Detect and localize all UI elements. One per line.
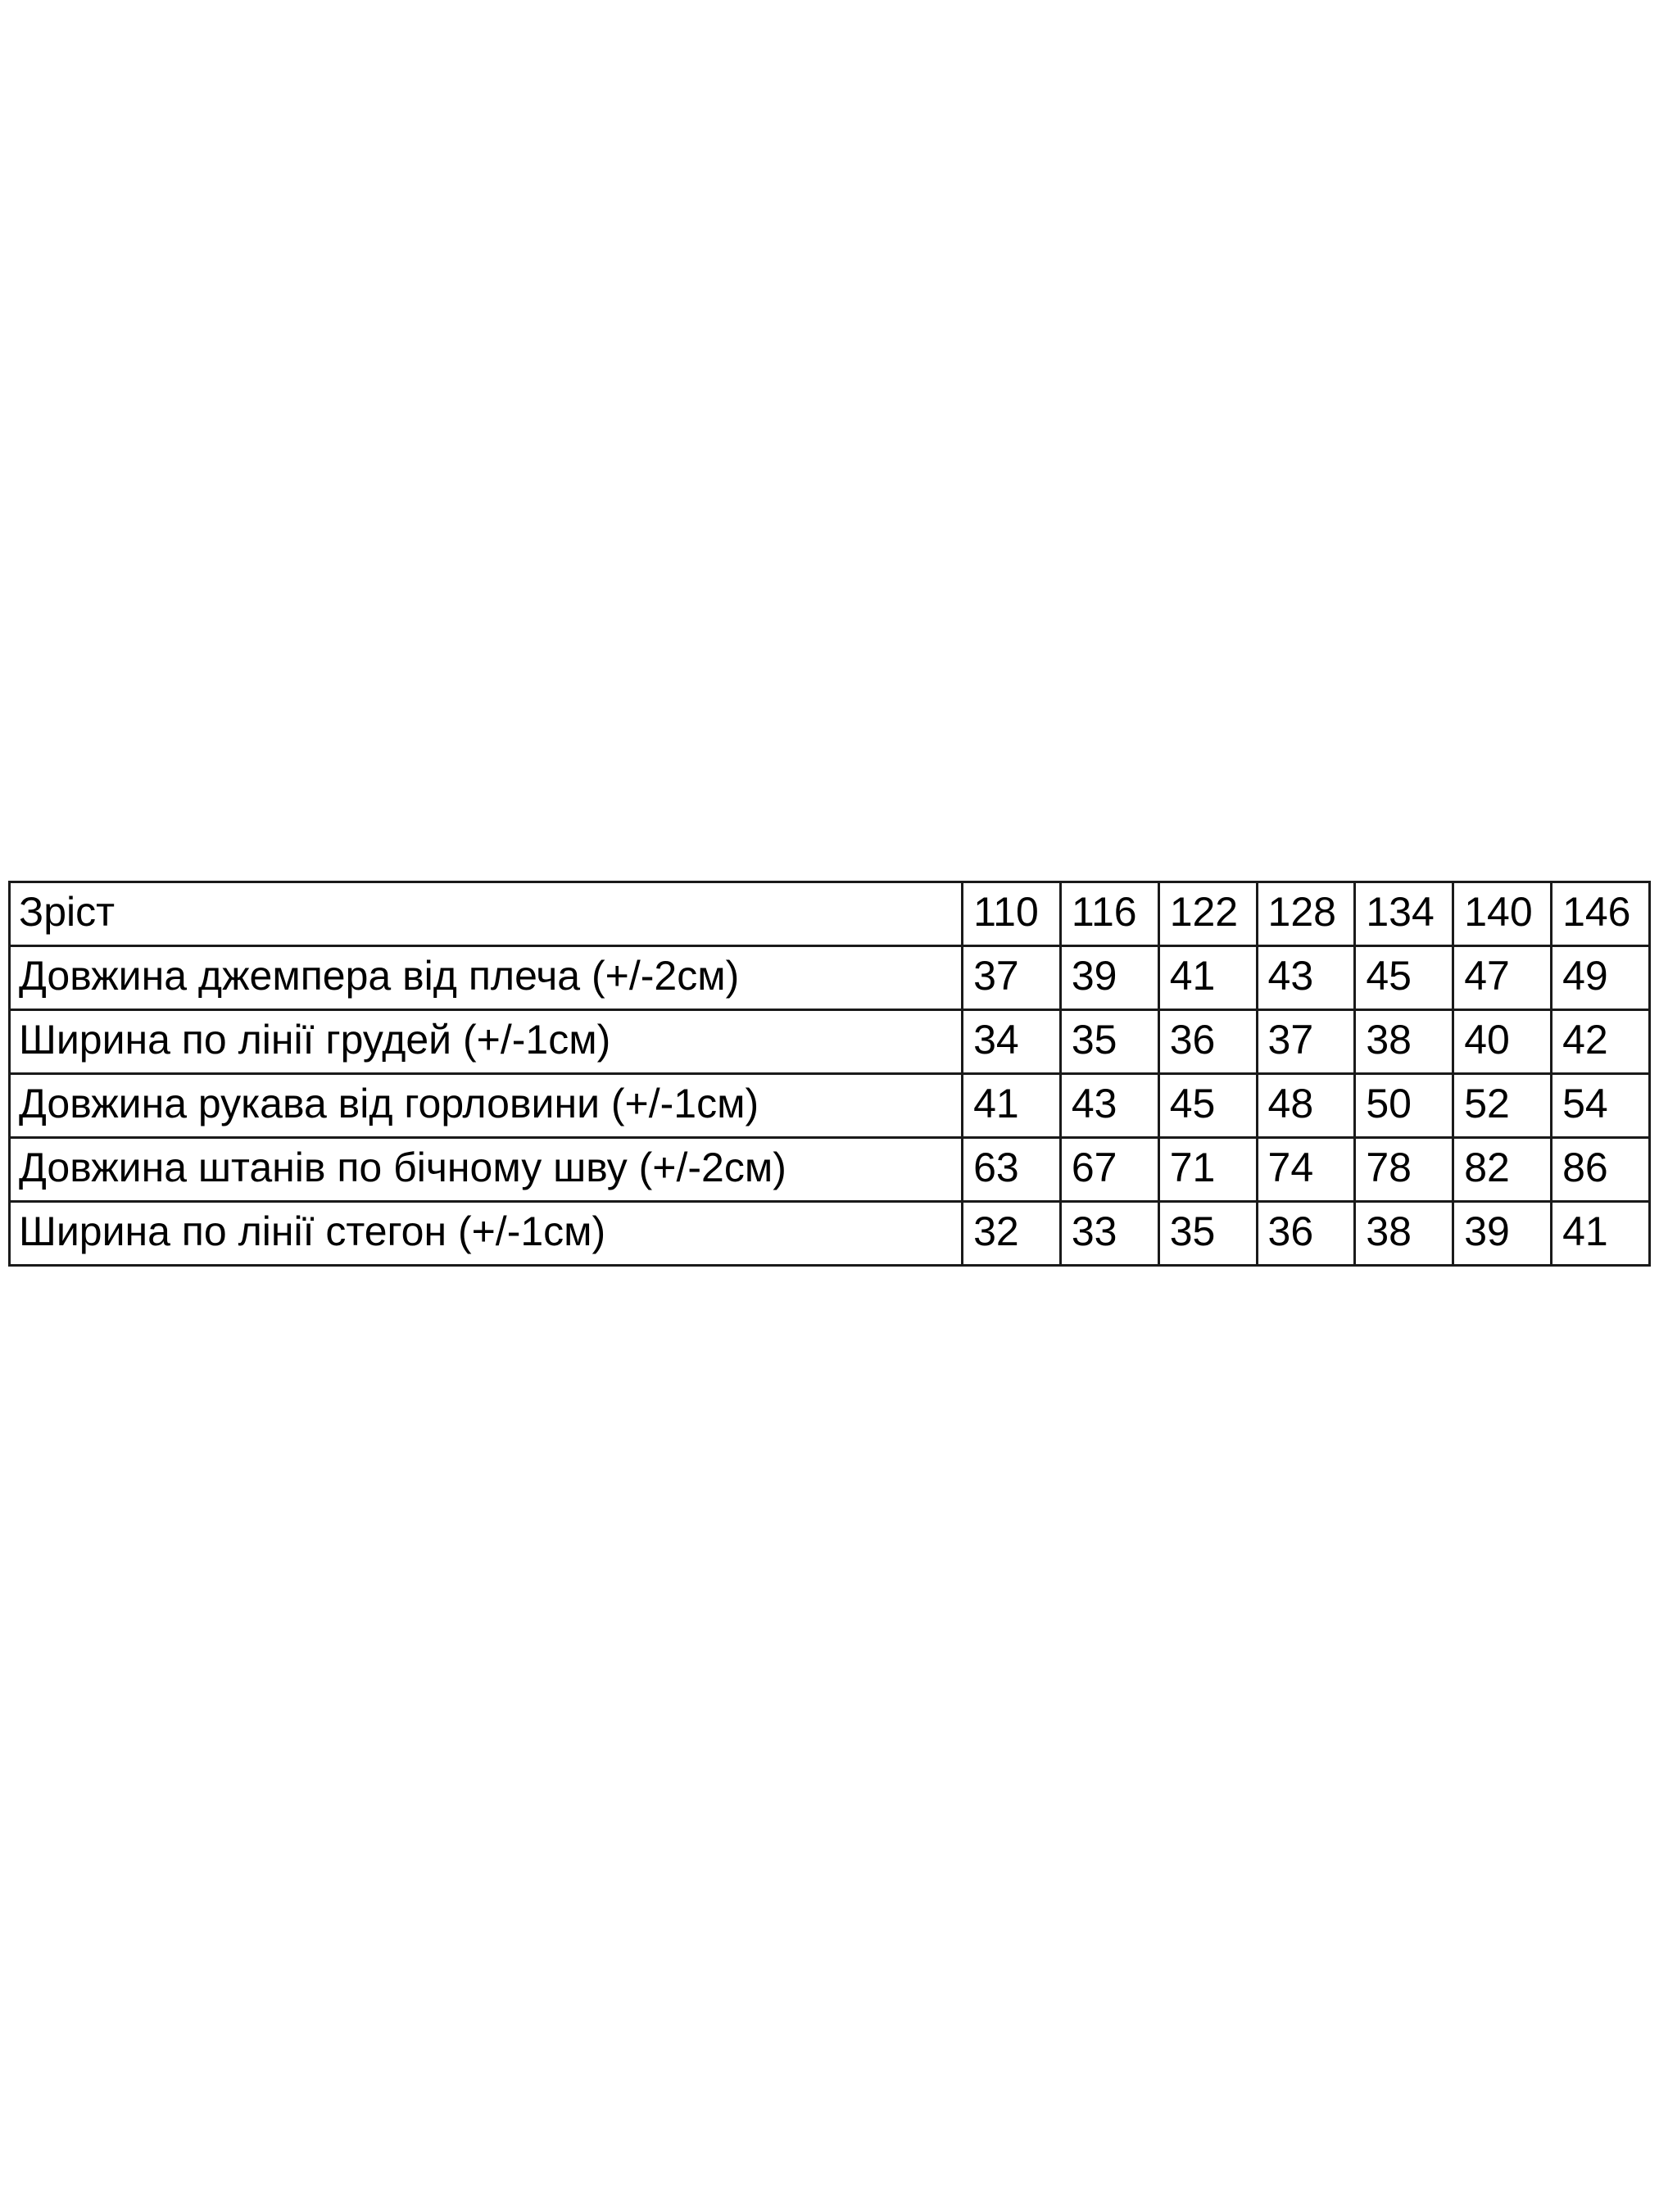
row-value: 63 bbox=[963, 1138, 1061, 1202]
header-size-146: 146 bbox=[1552, 882, 1650, 946]
table-row bbox=[10, 1138, 1650, 1202]
row-label: Довжина джемпера від плеча (+/-2см) bbox=[10, 946, 963, 1010]
size-table bbox=[8, 881, 1651, 1267]
row-value: 37 bbox=[1257, 1010, 1355, 1074]
table-header bbox=[10, 882, 1650, 946]
row-value: 49 bbox=[1552, 946, 1650, 1010]
row-value: 32 bbox=[963, 1202, 1061, 1266]
row-value: 54 bbox=[1552, 1074, 1650, 1138]
row-value: 41 bbox=[1552, 1202, 1650, 1266]
row-value: 43 bbox=[1257, 946, 1355, 1010]
row-label: Довжина рукава від горловини (+/-1см) bbox=[10, 1074, 963, 1138]
row-value: 35 bbox=[1158, 1202, 1257, 1266]
row-value: 37 bbox=[963, 946, 1061, 1010]
header-size-110: 110 bbox=[963, 882, 1061, 946]
row-value: 67 bbox=[1060, 1138, 1158, 1202]
header-label-height: Зріст bbox=[10, 882, 963, 946]
table-body bbox=[10, 946, 1650, 1266]
row-value: 42 bbox=[1552, 1010, 1650, 1074]
row-value: 40 bbox=[1453, 1010, 1552, 1074]
row-value: 50 bbox=[1355, 1074, 1453, 1138]
row-value: 47 bbox=[1453, 946, 1552, 1010]
row-value: 82 bbox=[1453, 1138, 1552, 1202]
header-size-140: 140 bbox=[1453, 882, 1552, 946]
row-value: 33 bbox=[1060, 1202, 1158, 1266]
row-value: 36 bbox=[1158, 1010, 1257, 1074]
table-row bbox=[10, 882, 1650, 946]
row-value: 41 bbox=[963, 1074, 1061, 1138]
row-value: 39 bbox=[1453, 1202, 1552, 1266]
row-value: 38 bbox=[1355, 1202, 1453, 1266]
row-value: 43 bbox=[1060, 1074, 1158, 1138]
header-size-122: 122 bbox=[1158, 882, 1257, 946]
header-size-128: 128 bbox=[1257, 882, 1355, 946]
row-value: 39 bbox=[1060, 946, 1158, 1010]
header-size-116: 116 bbox=[1060, 882, 1158, 946]
table-row bbox=[10, 946, 1650, 1010]
table-row bbox=[10, 1010, 1650, 1074]
row-value: 41 bbox=[1158, 946, 1257, 1010]
row-value: 86 bbox=[1552, 1138, 1650, 1202]
row-value: 71 bbox=[1158, 1138, 1257, 1202]
row-value: 45 bbox=[1355, 946, 1453, 1010]
row-label: Довжина штанів по бічному шву (+/-2см) bbox=[10, 1138, 963, 1202]
header-size-134: 134 bbox=[1355, 882, 1453, 946]
row-value: 48 bbox=[1257, 1074, 1355, 1138]
row-value: 35 bbox=[1060, 1010, 1158, 1074]
table-row bbox=[10, 1202, 1650, 1266]
row-value: 36 bbox=[1257, 1202, 1355, 1266]
row-label: Ширина по лінії грудей (+/-1см) bbox=[10, 1010, 963, 1074]
row-value: 74 bbox=[1257, 1138, 1355, 1202]
row-value: 52 bbox=[1453, 1074, 1552, 1138]
row-value: 38 bbox=[1355, 1010, 1453, 1074]
size-chart bbox=[8, 881, 1651, 1267]
row-value: 45 bbox=[1158, 1074, 1257, 1138]
row-value: 78 bbox=[1355, 1138, 1453, 1202]
row-value: 34 bbox=[963, 1010, 1061, 1074]
row-label: Ширина по лінії стегон (+/-1см) bbox=[10, 1202, 963, 1266]
table-row bbox=[10, 1074, 1650, 1138]
